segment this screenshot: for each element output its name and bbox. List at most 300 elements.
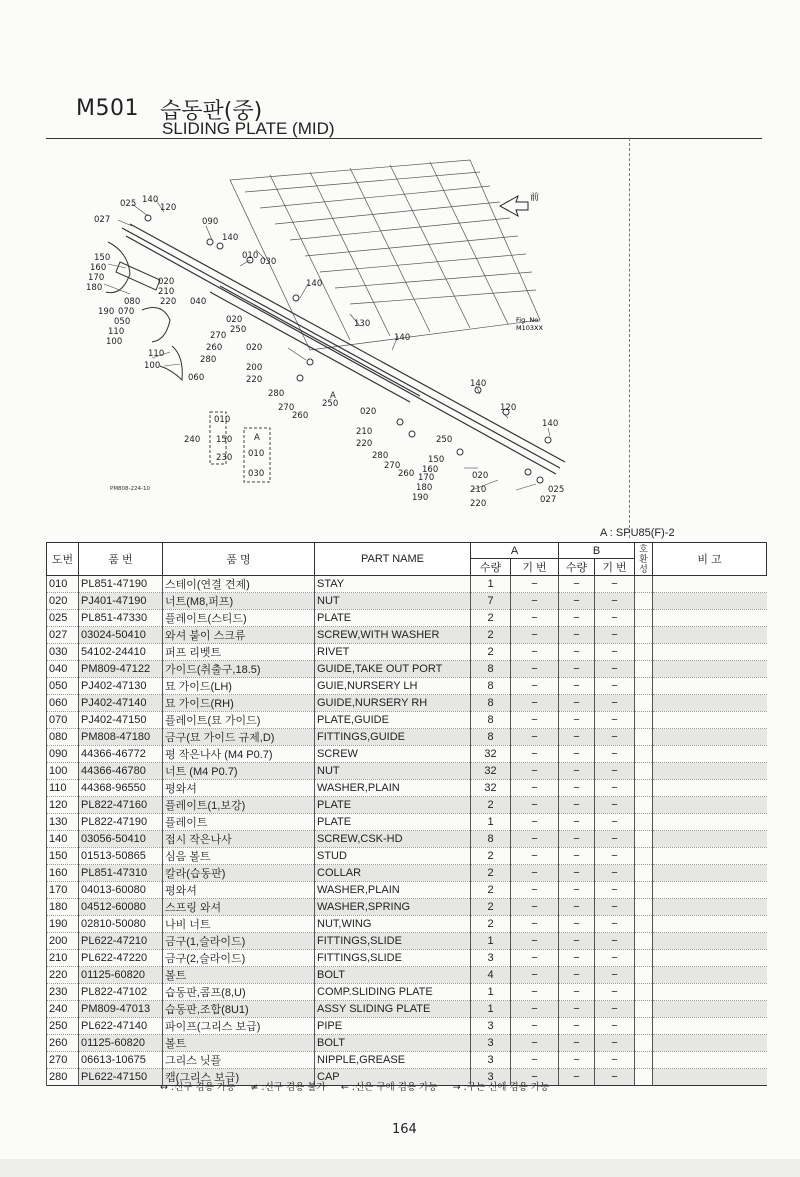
row-base-a: − [511, 746, 559, 763]
row-qty-b: − [559, 695, 595, 712]
col-header-no: 도번 [47, 543, 79, 576]
row-qty-a: 8 [471, 729, 511, 746]
callout: 140 [142, 195, 159, 205]
legend-none: ≠ :신구 겸용 불가 [250, 1082, 326, 1093]
callout: 190 [412, 493, 429, 503]
row-part-no: 44366-46780 [79, 763, 163, 780]
row-qty-b: − [559, 678, 595, 695]
row-part-name: STAY [315, 576, 471, 593]
row-qty-b: − [559, 644, 595, 661]
row-qty-a: 4 [471, 967, 511, 984]
callout: 220 [470, 499, 487, 509]
row-part-name: ASSY SLIDING PLATE [315, 1001, 471, 1018]
row-no: 050 [47, 678, 79, 695]
row-qty-a: 1 [471, 1001, 511, 1018]
col-header-name-kr: 품 명 [163, 543, 315, 576]
row-qty-a: 3 [471, 1052, 511, 1069]
callout: 110 [108, 327, 125, 337]
row-part-no: 04013-60080 [79, 882, 163, 899]
section-code: M501 [76, 96, 139, 121]
callout: 140 [222, 233, 239, 243]
table-row [47, 729, 767, 746]
row-name-kr: 금구(2,슬라이드) [163, 950, 315, 967]
row-base-b: − [595, 1035, 635, 1052]
row-base-a: − [511, 1069, 559, 1086]
row-qty-b: − [559, 712, 595, 729]
row-part-name: WASHER,PLAIN [315, 882, 471, 899]
assembly-inset [184, 412, 270, 482]
row-name-kr: 플레이트(1,보강) [163, 797, 315, 814]
row-name-kr: 칼라(습동판) [163, 865, 315, 882]
row-part-name: PLATE [315, 610, 471, 627]
table-row [47, 848, 767, 865]
row-interchange [635, 967, 653, 984]
row-no: 180 [47, 899, 79, 916]
row-base-a: − [511, 593, 559, 610]
row-part-name: STUD [315, 848, 471, 865]
row-remarks [653, 627, 767, 644]
row-base-b: − [595, 848, 635, 865]
row-base-b: − [595, 661, 635, 678]
row-base-a: − [511, 678, 559, 695]
row-part-no: PM809-47013 [79, 1001, 163, 1018]
row-part-name: PLATE [315, 814, 471, 831]
row-part-no: PJ402-47140 [79, 695, 163, 712]
callout: 140 [542, 419, 559, 429]
table-row [47, 678, 767, 695]
row-no: 260 [47, 1035, 79, 1052]
fig-no-value: M103XX [516, 324, 543, 332]
row-no: 240 [47, 1001, 79, 1018]
row-part-name: NUT,WING [315, 916, 471, 933]
row-qty-a: 2 [471, 627, 511, 644]
row-name-kr: 캡(그리스 보급) [163, 1069, 315, 1086]
row-qty-a: 2 [471, 865, 511, 882]
table-row [47, 661, 767, 678]
row-qty-a: 2 [471, 882, 511, 899]
row-part-no: 03024-50410 [79, 627, 163, 644]
row-interchange [635, 831, 653, 848]
tray-grid [230, 160, 540, 350]
row-base-a: − [511, 729, 559, 746]
row-part-no: PL822-47102 [79, 984, 163, 1001]
row-base-a: − [511, 950, 559, 967]
row-base-a: − [511, 576, 559, 593]
row-base-a: − [511, 627, 559, 644]
row-interchange [635, 661, 653, 678]
row-no: 060 [47, 695, 79, 712]
row-qty-b: − [559, 1052, 595, 1069]
row-no: 090 [47, 746, 79, 763]
row-part-name: SCREW,WITH WASHER [315, 627, 471, 644]
row-part-no: PL851-47330 [79, 610, 163, 627]
row-qty-b: − [559, 661, 595, 678]
row-part-no: PJ402-47150 [79, 712, 163, 729]
row-part-no: 01125-60820 [79, 967, 163, 984]
row-part-name: PLATE,GUIDE [315, 712, 471, 729]
inset-label: 010 [248, 449, 265, 459]
col-header-remarks: 비 고 [653, 543, 767, 576]
col-header-base-b: 기 번 [595, 559, 635, 576]
callout: 280 [372, 451, 389, 461]
row-name-kr: 퍼프 리벳트 [163, 644, 315, 661]
row-qty-a: 3 [471, 1035, 511, 1052]
row-part-no: 06613-10675 [79, 1052, 163, 1069]
row-part-no: 03056-50410 [79, 831, 163, 848]
row-qty-a: 1 [471, 576, 511, 593]
row-base-a: − [511, 661, 559, 678]
row-no: 080 [47, 729, 79, 746]
row-base-b: − [595, 865, 635, 882]
callout: 100 [106, 337, 123, 347]
spec-label: A : SPU85(F)-2 [600, 527, 675, 539]
table-row [47, 627, 767, 644]
row-base-b: − [595, 763, 635, 780]
row-remarks [653, 644, 767, 661]
row-qty-a: 2 [471, 848, 511, 865]
row-remarks [653, 967, 767, 984]
row-no: 250 [47, 1018, 79, 1035]
callout: 260 [206, 343, 223, 353]
table-row [47, 1018, 767, 1035]
col-header-group-a: A [471, 543, 559, 559]
row-interchange [635, 950, 653, 967]
row-qty-a: 8 [471, 661, 511, 678]
row-name-kr: 스테이(연결 견제) [163, 576, 315, 593]
row-part-name: FITTINGS,SLIDE [315, 950, 471, 967]
row-base-a: − [511, 814, 559, 831]
section-title-english: SLIDING PLATE (MID) [162, 119, 335, 138]
row-qty-a: 32 [471, 746, 511, 763]
table-row [47, 1035, 767, 1052]
row-qty-b: − [559, 899, 595, 916]
row-remarks [653, 865, 767, 882]
table-row [47, 882, 767, 899]
row-part-no: 02810-50080 [79, 916, 163, 933]
row-part-name: RIVET [315, 644, 471, 661]
row-interchange [635, 882, 653, 899]
callout: 270 [384, 461, 401, 471]
front-label: 前 [530, 193, 540, 203]
callout: A [330, 391, 336, 401]
row-no: 280 [47, 1069, 79, 1086]
row-name-kr: 그리스 닛플 [163, 1052, 315, 1069]
row-interchange [635, 593, 653, 610]
callout: 260 [292, 411, 309, 421]
row-base-b: − [595, 695, 635, 712]
row-qty-b: − [559, 576, 595, 593]
fig-no-label: Fig. No. [516, 316, 541, 324]
row-part-name: GUIDE,TAKE OUT PORT [315, 661, 471, 678]
row-qty-b: − [559, 882, 595, 899]
row-qty-a: 1 [471, 814, 511, 831]
callout: 160 [422, 465, 439, 475]
row-base-a: − [511, 1052, 559, 1069]
callout: 270 [210, 331, 227, 341]
row-part-name: SCREW [315, 746, 471, 763]
callout: 090 [202, 217, 219, 227]
front-arrow-icon [500, 196, 528, 216]
row-no: 027 [47, 627, 79, 644]
row-qty-b: − [559, 729, 595, 746]
row-qty-b: − [559, 593, 595, 610]
callout: 140 [470, 379, 487, 389]
row-part-name: BOLT [315, 967, 471, 984]
row-no: 210 [47, 950, 79, 967]
row-base-b: − [595, 678, 635, 695]
inset-label: 150 [216, 435, 233, 445]
row-base-a: − [511, 967, 559, 984]
exploded-parts-diagram [60, 150, 635, 520]
row-remarks [653, 848, 767, 865]
row-no: 140 [47, 831, 79, 848]
row-part-name: WASHER,SPRING [315, 899, 471, 916]
row-base-a: − [511, 899, 559, 916]
row-part-no: PL822-47160 [79, 797, 163, 814]
row-no: 200 [47, 933, 79, 950]
row-base-b: − [595, 729, 635, 746]
row-base-a: − [511, 1001, 559, 1018]
row-name-kr: 볼트 [163, 1035, 315, 1052]
row-interchange [635, 678, 653, 695]
callout: 160 [90, 263, 107, 273]
inset-label: 240 [184, 435, 201, 445]
row-part-name: CAP [315, 1069, 471, 1086]
row-qty-b: − [559, 950, 595, 967]
parts-table [46, 542, 767, 1086]
row-part-no: 44368-96550 [79, 780, 163, 797]
row-remarks [653, 814, 767, 831]
row-no: 020 [47, 593, 79, 610]
row-remarks [653, 678, 767, 695]
row-name-kr: 나비 너트 [163, 916, 315, 933]
callout: 250 [230, 325, 247, 335]
row-interchange [635, 746, 653, 763]
table-row [47, 899, 767, 916]
callout: 180 [416, 483, 433, 493]
table-row [47, 916, 767, 933]
row-qty-b: − [559, 610, 595, 627]
row-interchange [635, 865, 653, 882]
row-base-b: − [595, 1052, 635, 1069]
row-no: 130 [47, 814, 79, 831]
row-interchange [635, 763, 653, 780]
row-qty-a: 8 [471, 712, 511, 729]
row-interchange [635, 1069, 653, 1086]
callout: 130 [354, 319, 371, 329]
row-no: 190 [47, 916, 79, 933]
row-name-kr: 너트(M8,퍼프) [163, 593, 315, 610]
inset-label: 230 [216, 453, 233, 463]
row-base-a: − [511, 848, 559, 865]
drawing-number: PM808-224-10 [110, 486, 151, 492]
row-part-no: PL822-47190 [79, 814, 163, 831]
callout: 025 [120, 199, 137, 209]
legend-both: ↔ :신구 겸용 가능 [160, 1082, 236, 1093]
table-row [47, 814, 767, 831]
callout: 280 [268, 389, 285, 399]
row-part-no: 44366-46772 [79, 746, 163, 763]
row-base-a: − [511, 763, 559, 780]
row-name-kr: 묘 가이드(RH) [163, 695, 315, 712]
table-row [47, 865, 767, 882]
row-part-name: BOLT [315, 1035, 471, 1052]
callout: 180 [86, 283, 103, 293]
row-base-b: − [595, 916, 635, 933]
row-qty-a: 3 [471, 1018, 511, 1035]
row-part-no: PJ401-47190 [79, 593, 163, 610]
row-base-b: − [595, 627, 635, 644]
row-base-b: − [595, 933, 635, 950]
row-qty-a: 3 [471, 1069, 511, 1086]
row-name-kr: 금구(묘 가이드 규제,D) [163, 729, 315, 746]
row-base-b: − [595, 1001, 635, 1018]
row-base-b: − [595, 831, 635, 848]
callout: 280 [200, 355, 217, 365]
row-qty-b: − [559, 916, 595, 933]
row-qty-b: − [559, 797, 595, 814]
row-part-no: 01513-50865 [79, 848, 163, 865]
row-base-a: − [511, 780, 559, 797]
row-part-name: SCREW,CSK-HD [315, 831, 471, 848]
row-part-no: 54102-24410 [79, 644, 163, 661]
callout: 140 [394, 333, 411, 343]
row-remarks [653, 933, 767, 950]
row-remarks [653, 984, 767, 1001]
row-remarks [653, 831, 767, 848]
row-interchange [635, 916, 653, 933]
row-base-b: − [595, 644, 635, 661]
row-base-b: − [595, 712, 635, 729]
col-header-interchange: 호환성 [635, 543, 653, 576]
table-row [47, 695, 767, 712]
row-name-kr: 평와셔 [163, 780, 315, 797]
legend-new: → :구는 신에 겸용 가능 [452, 1082, 550, 1093]
row-part-no: PL622-47140 [79, 1018, 163, 1035]
row-no: 010 [47, 576, 79, 593]
row-base-b: − [595, 899, 635, 916]
interchange-legend [160, 1079, 549, 1093]
scan-bottom-band [0, 1159, 800, 1177]
table-row [47, 950, 767, 967]
row-name-kr: 접시 작은나사 [163, 831, 315, 848]
row-base-a: − [511, 933, 559, 950]
row-remarks [653, 763, 767, 780]
col-header-base-a: 기 번 [511, 559, 559, 576]
callout: 150 [94, 253, 111, 263]
inset-label: 030 [248, 469, 265, 479]
row-qty-b: − [559, 1001, 595, 1018]
row-interchange [635, 610, 653, 627]
row-interchange [635, 1035, 653, 1052]
row-interchange [635, 848, 653, 865]
row-interchange [635, 814, 653, 831]
row-qty-b: − [559, 1035, 595, 1052]
row-no: 120 [47, 797, 79, 814]
row-name-kr: 습동판,콤프(8,U) [163, 984, 315, 1001]
row-base-b: − [595, 882, 635, 899]
row-part-name: GUIDE,NURSERY RH [315, 695, 471, 712]
row-remarks [653, 695, 767, 712]
row-qty-a: 2 [471, 644, 511, 661]
col-header-part-name: PART NAME [315, 543, 471, 576]
callout: 070 [118, 307, 135, 317]
row-name-kr: 플레이트(묘 가이드) [163, 712, 315, 729]
callout: 020 [246, 343, 263, 353]
callout: 120 [160, 203, 177, 213]
row-interchange [635, 780, 653, 797]
row-part-name: FITTINGS,SLIDE [315, 933, 471, 950]
row-qty-a: 2 [471, 916, 511, 933]
row-part-name: NUT [315, 593, 471, 610]
callout-labels [86, 195, 564, 509]
col-header-group-b: B [559, 543, 635, 559]
header-divider [46, 138, 762, 139]
row-base-a: − [511, 610, 559, 627]
legend-old: ← :신은 구에 겸용 가능 [340, 1082, 438, 1093]
callout: 200 [246, 363, 263, 373]
row-remarks [653, 593, 767, 610]
row-interchange [635, 729, 653, 746]
callout: 040 [190, 297, 207, 307]
row-part-no: PL622-47210 [79, 933, 163, 950]
row-base-a: − [511, 1018, 559, 1035]
row-remarks [653, 780, 767, 797]
row-interchange [635, 712, 653, 729]
row-remarks [653, 882, 767, 899]
callout: 250 [322, 399, 339, 409]
row-remarks [653, 1035, 767, 1052]
row-no: 160 [47, 865, 79, 882]
row-interchange [635, 1018, 653, 1035]
row-interchange [635, 627, 653, 644]
row-base-b: − [595, 576, 635, 593]
callout: 250 [436, 435, 453, 445]
row-base-b: − [595, 950, 635, 967]
table-row [47, 1001, 767, 1018]
row-base-b: − [595, 593, 635, 610]
row-part-name: COMP.SLIDING PLATE [315, 984, 471, 1001]
row-remarks [653, 729, 767, 746]
callout: 210 [158, 287, 175, 297]
table-row [47, 763, 767, 780]
row-interchange [635, 695, 653, 712]
row-remarks [653, 1018, 767, 1035]
row-base-a: − [511, 916, 559, 933]
row-no: 025 [47, 610, 79, 627]
row-name-kr: 너트 (M4 P0.7) [163, 763, 315, 780]
row-qty-b: − [559, 984, 595, 1001]
callout: 060 [188, 373, 205, 383]
row-remarks [653, 610, 767, 627]
row-base-a: − [511, 865, 559, 882]
col-header-part-no: 품 번 [79, 543, 163, 576]
callout: 220 [246, 375, 263, 385]
row-part-name: NUT [315, 763, 471, 780]
row-remarks [653, 797, 767, 814]
table-row [47, 780, 767, 797]
callout: 025 [548, 485, 565, 495]
row-qty-b: − [559, 1069, 595, 1086]
row-part-name: WASHER,PLAIN [315, 780, 471, 797]
callout: 220 [356, 439, 373, 449]
table-row [47, 797, 767, 814]
row-qty-b: − [559, 967, 595, 984]
row-part-no: PL622-47150 [79, 1069, 163, 1086]
row-qty-b: − [559, 627, 595, 644]
row-qty-a: 2 [471, 610, 511, 627]
callout: 027 [94, 215, 111, 225]
